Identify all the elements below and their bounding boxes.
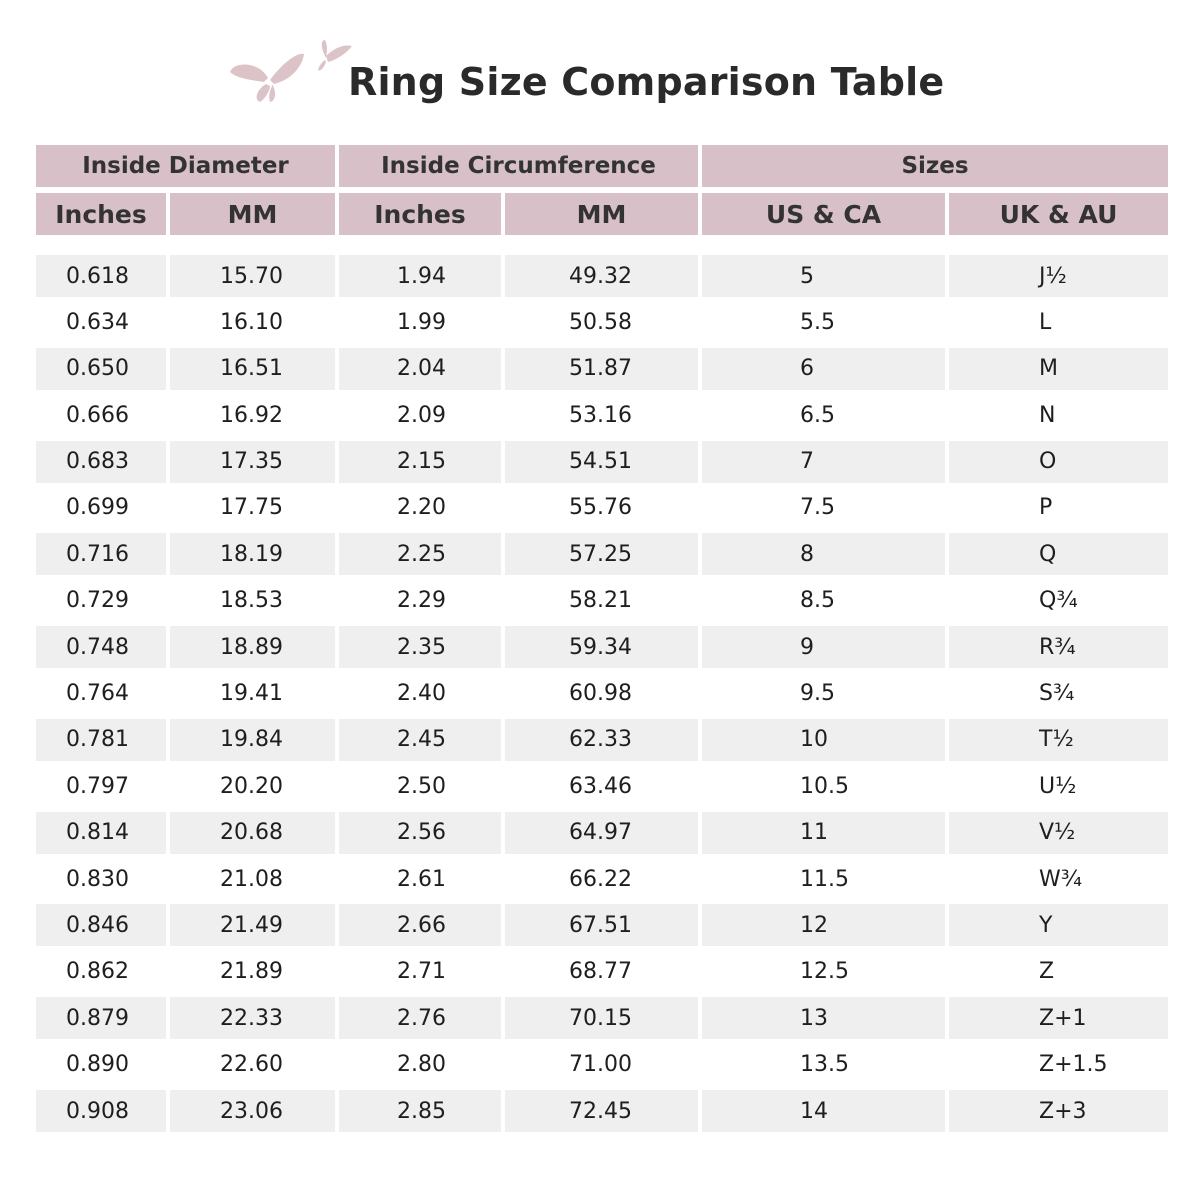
column-header-uk-au: UK & AU (949, 193, 1168, 235)
table-row (36, 531, 1168, 577)
cell-circumference-mm: 64.97 (505, 812, 698, 854)
cell-diameter-mm: 21.49 (170, 904, 335, 946)
table-row (36, 810, 1168, 856)
cell-diameter-mm: 17.75 (220, 495, 283, 521)
cell-circumference-mm: 66.22 (569, 866, 632, 892)
cell-circumference-inches: 2.66 (339, 904, 501, 946)
cell-circumference-mm: 50.58 (569, 309, 632, 335)
cell-diameter-inches: 0.781 (36, 719, 166, 761)
cell-us-ca: 7.5 (800, 495, 835, 521)
cell-diameter-mm: 17.35 (170, 441, 335, 483)
cell-uk-au: N (1039, 402, 1056, 428)
table-row (36, 763, 1168, 809)
cell-diameter-mm: 22.60 (220, 1052, 283, 1078)
cell-us-ca: 8.5 (800, 588, 835, 614)
cell-diameter-mm: 22.33 (170, 997, 335, 1039)
cell-circumference-mm: 67.51 (505, 904, 698, 946)
cell-circumference-inches: 2.15 (339, 441, 501, 483)
cell-circumference-mm: 70.15 (505, 997, 698, 1039)
cell-circumference-mm: 68.77 (569, 959, 632, 985)
cell-uk-au: V½ (949, 812, 1168, 854)
cell-diameter-mm: 16.51 (170, 348, 335, 390)
page-title: Ring Size Comparison Table (348, 60, 945, 104)
cell-diameter-mm: 21.08 (220, 866, 283, 892)
cell-circumference-inches: 2.20 (397, 495, 446, 521)
cell-circumference-inches: 2.61 (397, 866, 446, 892)
table-row (36, 299, 1168, 345)
cell-uk-au: L (1039, 309, 1052, 335)
cell-circumference-mm: 51.87 (505, 348, 698, 390)
cell-us-ca: 5 (702, 255, 945, 297)
cell-circumference-mm: 59.34 (505, 626, 698, 668)
table-body (36, 253, 1168, 1134)
cell-uk-au: Z+1.5 (1039, 1052, 1108, 1078)
group-header-sizes: Sizes (702, 145, 1168, 187)
cell-uk-au: Q¾ (1039, 588, 1078, 614)
table-row (36, 578, 1168, 624)
cell-circumference-inches: 2.29 (397, 588, 446, 614)
cell-diameter-inches: 0.830 (66, 866, 129, 892)
cell-circumference-inches: 2.50 (397, 773, 446, 799)
cell-us-ca: 7 (702, 441, 945, 483)
cell-circumference-inches: 2.80 (397, 1052, 446, 1078)
cell-us-ca: 6 (702, 348, 945, 390)
cell-circumference-inches: 2.40 (397, 681, 446, 707)
cell-circumference-inches: 2.85 (339, 1090, 501, 1132)
cell-uk-au: P (1039, 495, 1053, 521)
table-row (36, 253, 1168, 299)
cell-diameter-mm: 21.89 (220, 959, 283, 985)
cell-uk-au: Y (949, 904, 1168, 946)
ring-size-table (36, 145, 1168, 1134)
table-row (36, 624, 1168, 670)
cell-circumference-inches: 2.09 (397, 402, 446, 428)
cell-circumference-mm: 62.33 (505, 719, 698, 761)
table-row (36, 346, 1168, 392)
cell-uk-au: T½ (949, 719, 1168, 761)
cell-diameter-mm: 16.10 (220, 309, 283, 335)
table-row (36, 995, 1168, 1041)
cell-uk-au: J½ (949, 255, 1168, 297)
cell-diameter-inches: 0.748 (36, 626, 166, 668)
cell-uk-au: Z+3 (949, 1090, 1168, 1132)
cell-diameter-mm: 23.06 (170, 1090, 335, 1132)
cell-circumference-mm: 55.76 (569, 495, 632, 521)
cell-circumference-mm: 63.46 (569, 773, 632, 799)
cell-circumference-inches: 2.56 (339, 812, 501, 854)
cell-diameter-inches: 0.814 (36, 812, 166, 854)
cell-diameter-inches: 0.879 (36, 997, 166, 1039)
table-row (36, 671, 1168, 717)
cell-diameter-inches: 0.908 (36, 1090, 166, 1132)
butterfly-icon (228, 40, 358, 110)
cell-circumference-mm: 60.98 (569, 681, 632, 707)
cell-diameter-mm: 19.84 (170, 719, 335, 761)
cell-diameter-inches: 0.846 (36, 904, 166, 946)
cell-diameter-inches: 0.890 (66, 1052, 129, 1078)
column-header-circumference-inches: Inches (339, 193, 501, 235)
cell-diameter-mm: 15.70 (170, 255, 335, 297)
cell-us-ca: 13.5 (800, 1052, 849, 1078)
group-header-inside-circumference: Inside Circumference (339, 145, 698, 187)
cell-uk-au: W¾ (1039, 866, 1083, 892)
cell-circumference-inches: 2.35 (339, 626, 501, 668)
cell-us-ca: 13 (702, 997, 945, 1039)
cell-diameter-inches: 0.862 (66, 959, 129, 985)
cell-us-ca: 11 (702, 812, 945, 854)
cell-diameter-mm: 16.92 (220, 402, 283, 428)
table-row (36, 1088, 1168, 1134)
cell-uk-au: U½ (1039, 773, 1077, 799)
cell-circumference-mm: 54.51 (505, 441, 698, 483)
title-area (0, 40, 1200, 130)
column-header-us-ca: US & CA (702, 193, 945, 235)
cell-uk-au: Q (949, 533, 1168, 575)
cell-circumference-inches: 1.99 (397, 309, 446, 335)
column-header-circumference-mm: MM (505, 193, 698, 235)
cell-us-ca: 10.5 (800, 773, 849, 799)
cell-circumference-mm: 53.16 (569, 402, 632, 428)
cell-uk-au: O (949, 441, 1168, 483)
table-row (36, 485, 1168, 531)
cell-diameter-inches: 0.729 (66, 588, 129, 614)
cell-diameter-inches: 0.716 (36, 533, 166, 575)
cell-us-ca: 8 (702, 533, 945, 575)
cell-us-ca: 6.5 (800, 402, 835, 428)
table-row (36, 1042, 1168, 1088)
cell-diameter-mm: 18.53 (220, 588, 283, 614)
cell-diameter-mm: 20.20 (220, 773, 283, 799)
cell-diameter-inches: 0.666 (66, 402, 129, 428)
cell-us-ca: 12.5 (800, 959, 849, 985)
table-row (36, 949, 1168, 995)
table-row (36, 439, 1168, 485)
cell-diameter-inches: 0.650 (36, 348, 166, 390)
cell-diameter-inches: 0.699 (66, 495, 129, 521)
cell-us-ca: 12 (702, 904, 945, 946)
cell-circumference-mm: 58.21 (569, 588, 632, 614)
cell-diameter-inches: 0.797 (66, 773, 129, 799)
column-header-row (36, 193, 1168, 235)
cell-circumference-inches: 2.76 (339, 997, 501, 1039)
column-header-diameter-mm: MM (170, 193, 335, 235)
column-header-diameter-inches: Inches (36, 193, 166, 235)
cell-circumference-inches: 2.25 (339, 533, 501, 575)
cell-diameter-inches: 0.683 (36, 441, 166, 483)
cell-circumference-inches: 2.71 (397, 959, 446, 985)
cell-uk-au: Z+1 (949, 997, 1168, 1039)
cell-us-ca: 5.5 (800, 309, 835, 335)
group-header-row (36, 145, 1168, 187)
cell-diameter-inches: 0.634 (66, 309, 129, 335)
cell-circumference-mm: 71.00 (569, 1052, 632, 1078)
cell-us-ca: 9.5 (800, 681, 835, 707)
group-header-inside-diameter: Inside Diameter (36, 145, 335, 187)
cell-us-ca: 9 (702, 626, 945, 668)
cell-diameter-inches: 0.618 (36, 255, 166, 297)
cell-uk-au: Z (1039, 959, 1055, 985)
cell-diameter-inches: 0.764 (66, 681, 129, 707)
table-row (36, 392, 1168, 438)
cell-circumference-inches: 1.94 (339, 255, 501, 297)
cell-circumference-inches: 2.45 (339, 719, 501, 761)
cell-diameter-mm: 19.41 (220, 681, 283, 707)
cell-diameter-mm: 20.68 (170, 812, 335, 854)
cell-circumference-mm: 49.32 (505, 255, 698, 297)
cell-diameter-mm: 18.19 (170, 533, 335, 575)
table-row (36, 902, 1168, 948)
cell-circumference-mm: 72.45 (505, 1090, 698, 1132)
cell-uk-au: M (949, 348, 1168, 390)
cell-us-ca: 11.5 (800, 866, 849, 892)
cell-diameter-mm: 18.89 (170, 626, 335, 668)
cell-uk-au: R¾ (949, 626, 1168, 668)
cell-circumference-mm: 57.25 (505, 533, 698, 575)
cell-circumference-inches: 2.04 (339, 348, 501, 390)
cell-us-ca: 14 (702, 1090, 945, 1132)
table-row (36, 717, 1168, 763)
table-row (36, 856, 1168, 902)
cell-uk-au: S¾ (1039, 681, 1075, 707)
cell-us-ca: 10 (702, 719, 945, 761)
